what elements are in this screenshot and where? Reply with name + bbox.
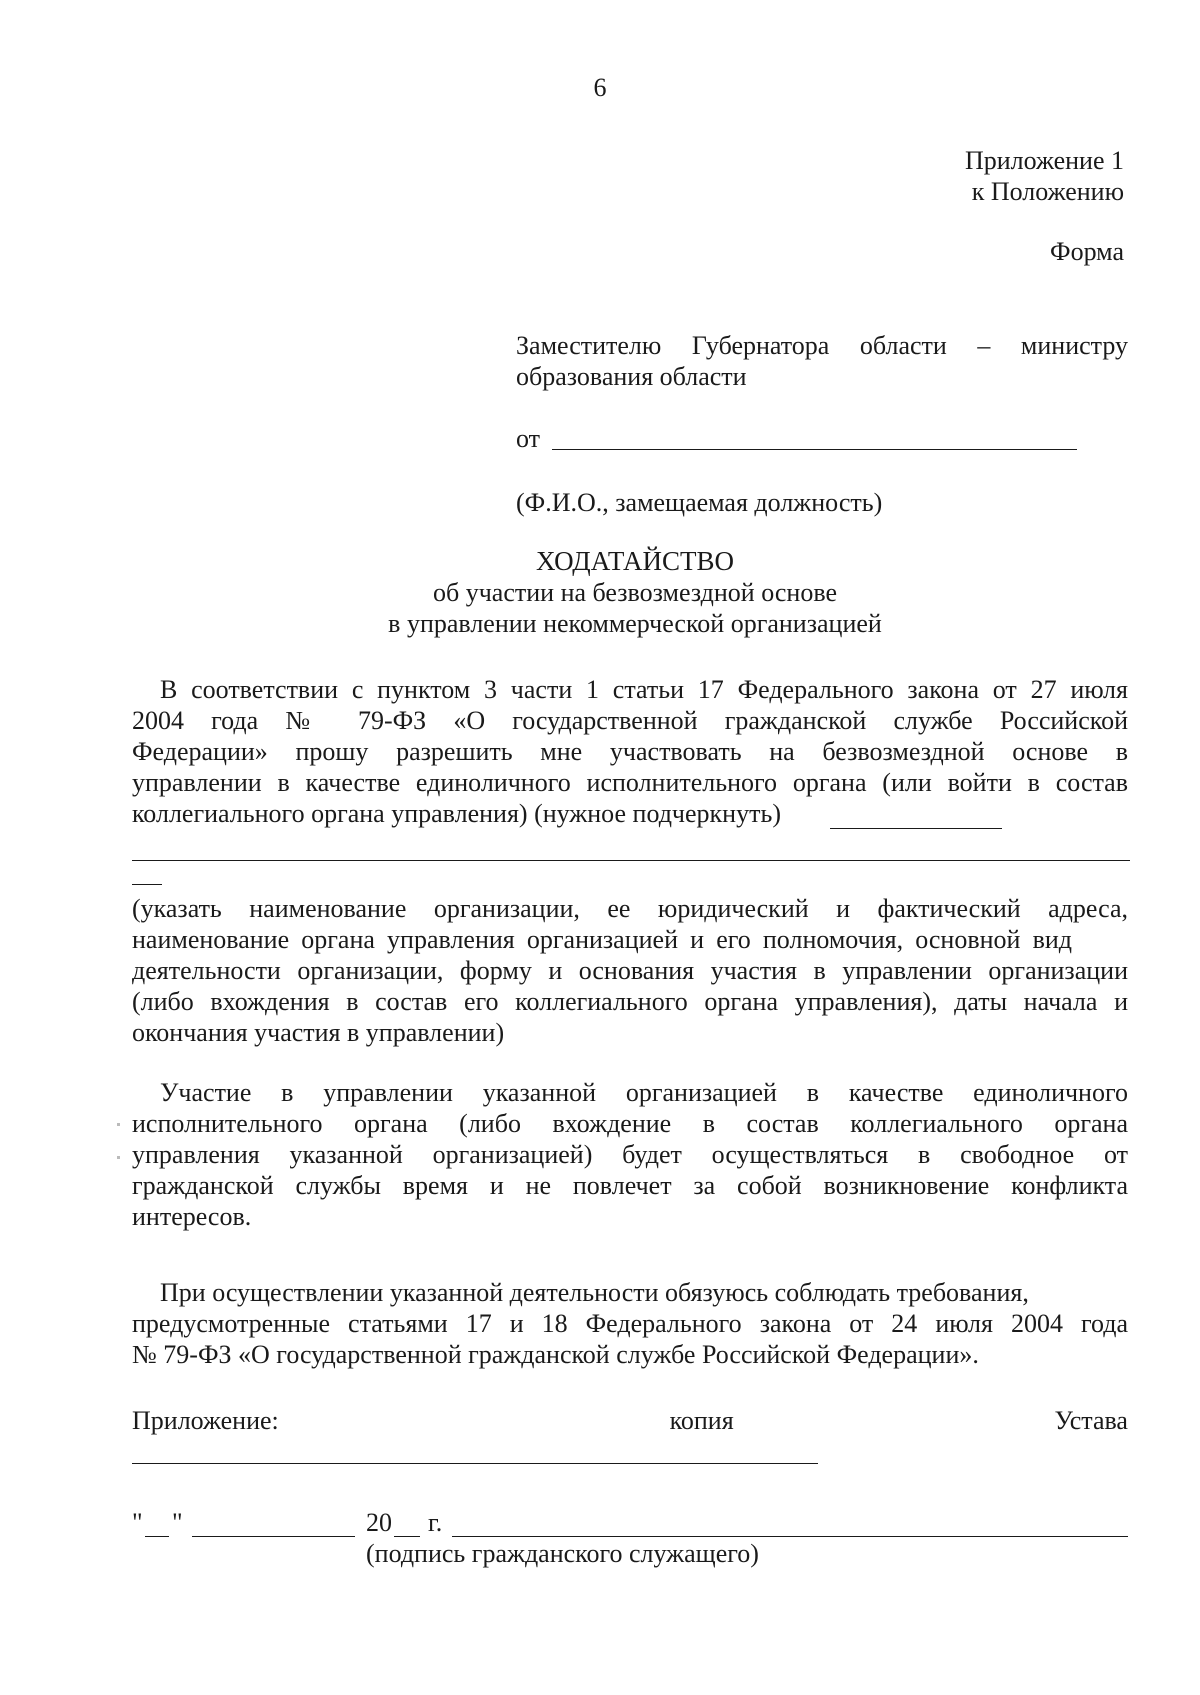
instruction-line-text: наименование органа управления организацией и его полномочия, основной вид — [132, 925, 1072, 954]
organization-blank-line — [132, 860, 1130, 861]
instruction-last-line: окончания участия в управлении) — [132, 1018, 505, 1047]
paragraph-line: Федерации» прошу разрешить мне участвовать на безвозмездной основе в — [132, 737, 1128, 766]
paragraph-last-line: № 79-ФЗ «О государственной гражданской службе Российской Федерации». — [132, 1340, 979, 1369]
attachment-word-charter: Устава — [1054, 1406, 1128, 1435]
paragraph-line: 2004 года № 79-ФЗ «О государственной гражданской службе Российской — [132, 706, 1128, 735]
signature-blank-line — [452, 1536, 1128, 1537]
paragraph-3 — [132, 1277, 1128, 1370]
paragraph-line: управлении в качестве единоличного исполнительного органа (или войти в состав — [132, 768, 1128, 797]
date-month-blank — [192, 1536, 355, 1537]
title-sub1: об участии на безвозмездной основе — [433, 578, 837, 607]
signature-caption: (подпись гражданского служащего) — [366, 1539, 759, 1568]
page-number: 6 — [593, 73, 607, 102]
paragraph-line: управления указанной организацией) будет осуществляться в свободное от — [132, 1140, 1128, 1169]
organization-blank-short — [132, 884, 162, 885]
date-year-blank — [394, 1536, 420, 1537]
instruction-line: (указать наименование организации, ее юридический и фактический адреса, — [132, 894, 1128, 923]
attachment-word-copy: копия — [669, 1406, 734, 1435]
scan-speck — [117, 1123, 120, 1126]
appendix-line1: Приложение 1 — [964, 146, 1124, 175]
addressee-word: Заместителю — [516, 331, 662, 360]
paragraph-line: При осуществлении указанной деятельности обязуюсь соблюдать требования, — [160, 1278, 1029, 1307]
paragraph-line: исполнительного органа (либо вхождение в состав коллегиального органа — [132, 1109, 1128, 1138]
attachment-blank-line — [132, 1463, 818, 1464]
addressee-word: – — [977, 331, 991, 360]
date-year-prefix: 20 — [366, 1508, 392, 1537]
from-label: от — [516, 424, 541, 453]
date-quote-open: " — [132, 1508, 143, 1537]
addressee-block — [516, 330, 1128, 392]
form-label: Форма — [1050, 237, 1124, 266]
instruction-line: деятельности организации, форму и основания участия в управлении организации — [132, 956, 1128, 985]
appendix-line2: к Положению — [971, 177, 1124, 206]
title-sub2: в управлении некоммерческой организацией — [388, 609, 882, 638]
attachment-label: Приложение: — [132, 1406, 279, 1435]
date-day-blank — [145, 1536, 169, 1537]
appendix-header — [965, 145, 1124, 207]
paragraph-last-line: интересов. — [132, 1202, 252, 1231]
from-blank-line — [552, 449, 1077, 450]
title-block — [0, 546, 1200, 639]
date-quote-close: " — [172, 1508, 183, 1537]
attachment-row — [132, 1405, 1128, 1436]
addressee-word: Губернатора — [691, 331, 830, 360]
scan-speck — [117, 1156, 120, 1159]
paragraph-line: В соответствии с пунктом 3 части 1 статьи 17 Федерального закона от 27 июля — [160, 675, 1128, 704]
paragraph-line: гражданской службы время и не повлечет за собой возникновение конфликта — [132, 1171, 1128, 1200]
instruction-line: (либо вхождения в состав его коллегиального органа управления), даты начала и — [132, 987, 1128, 1016]
paragraph-last-text: коллегиального органа управления) (нужное подчеркнуть) — [132, 799, 781, 828]
document-title: ХОДАТАЙСТВО — [536, 546, 734, 576]
paragraph-last-line — [132, 798, 1128, 829]
fio-caption: (Ф.И.О., замещаемая должность) — [516, 488, 883, 517]
addressee-word: министру — [1020, 331, 1128, 360]
paragraph-2 — [132, 1077, 1128, 1232]
paragraph-1 — [132, 674, 1128, 829]
date-year-suffix: г. — [428, 1508, 443, 1537]
underline-option-blank — [830, 828, 1002, 829]
paragraph-line: предусмотренные статьями 17 и 18 Федерального закона от 24 июля 2004 года — [132, 1309, 1128, 1338]
addressee-line2: образования области — [516, 362, 747, 391]
paragraph-line: Участие в управлении указанной организацией в качестве единоличного — [160, 1078, 1128, 1107]
addressee-word: области — [859, 331, 947, 360]
addressee-line1 — [516, 330, 1128, 361]
instruction-line — [132, 924, 1128, 955]
instructions-block — [132, 893, 1128, 1048]
